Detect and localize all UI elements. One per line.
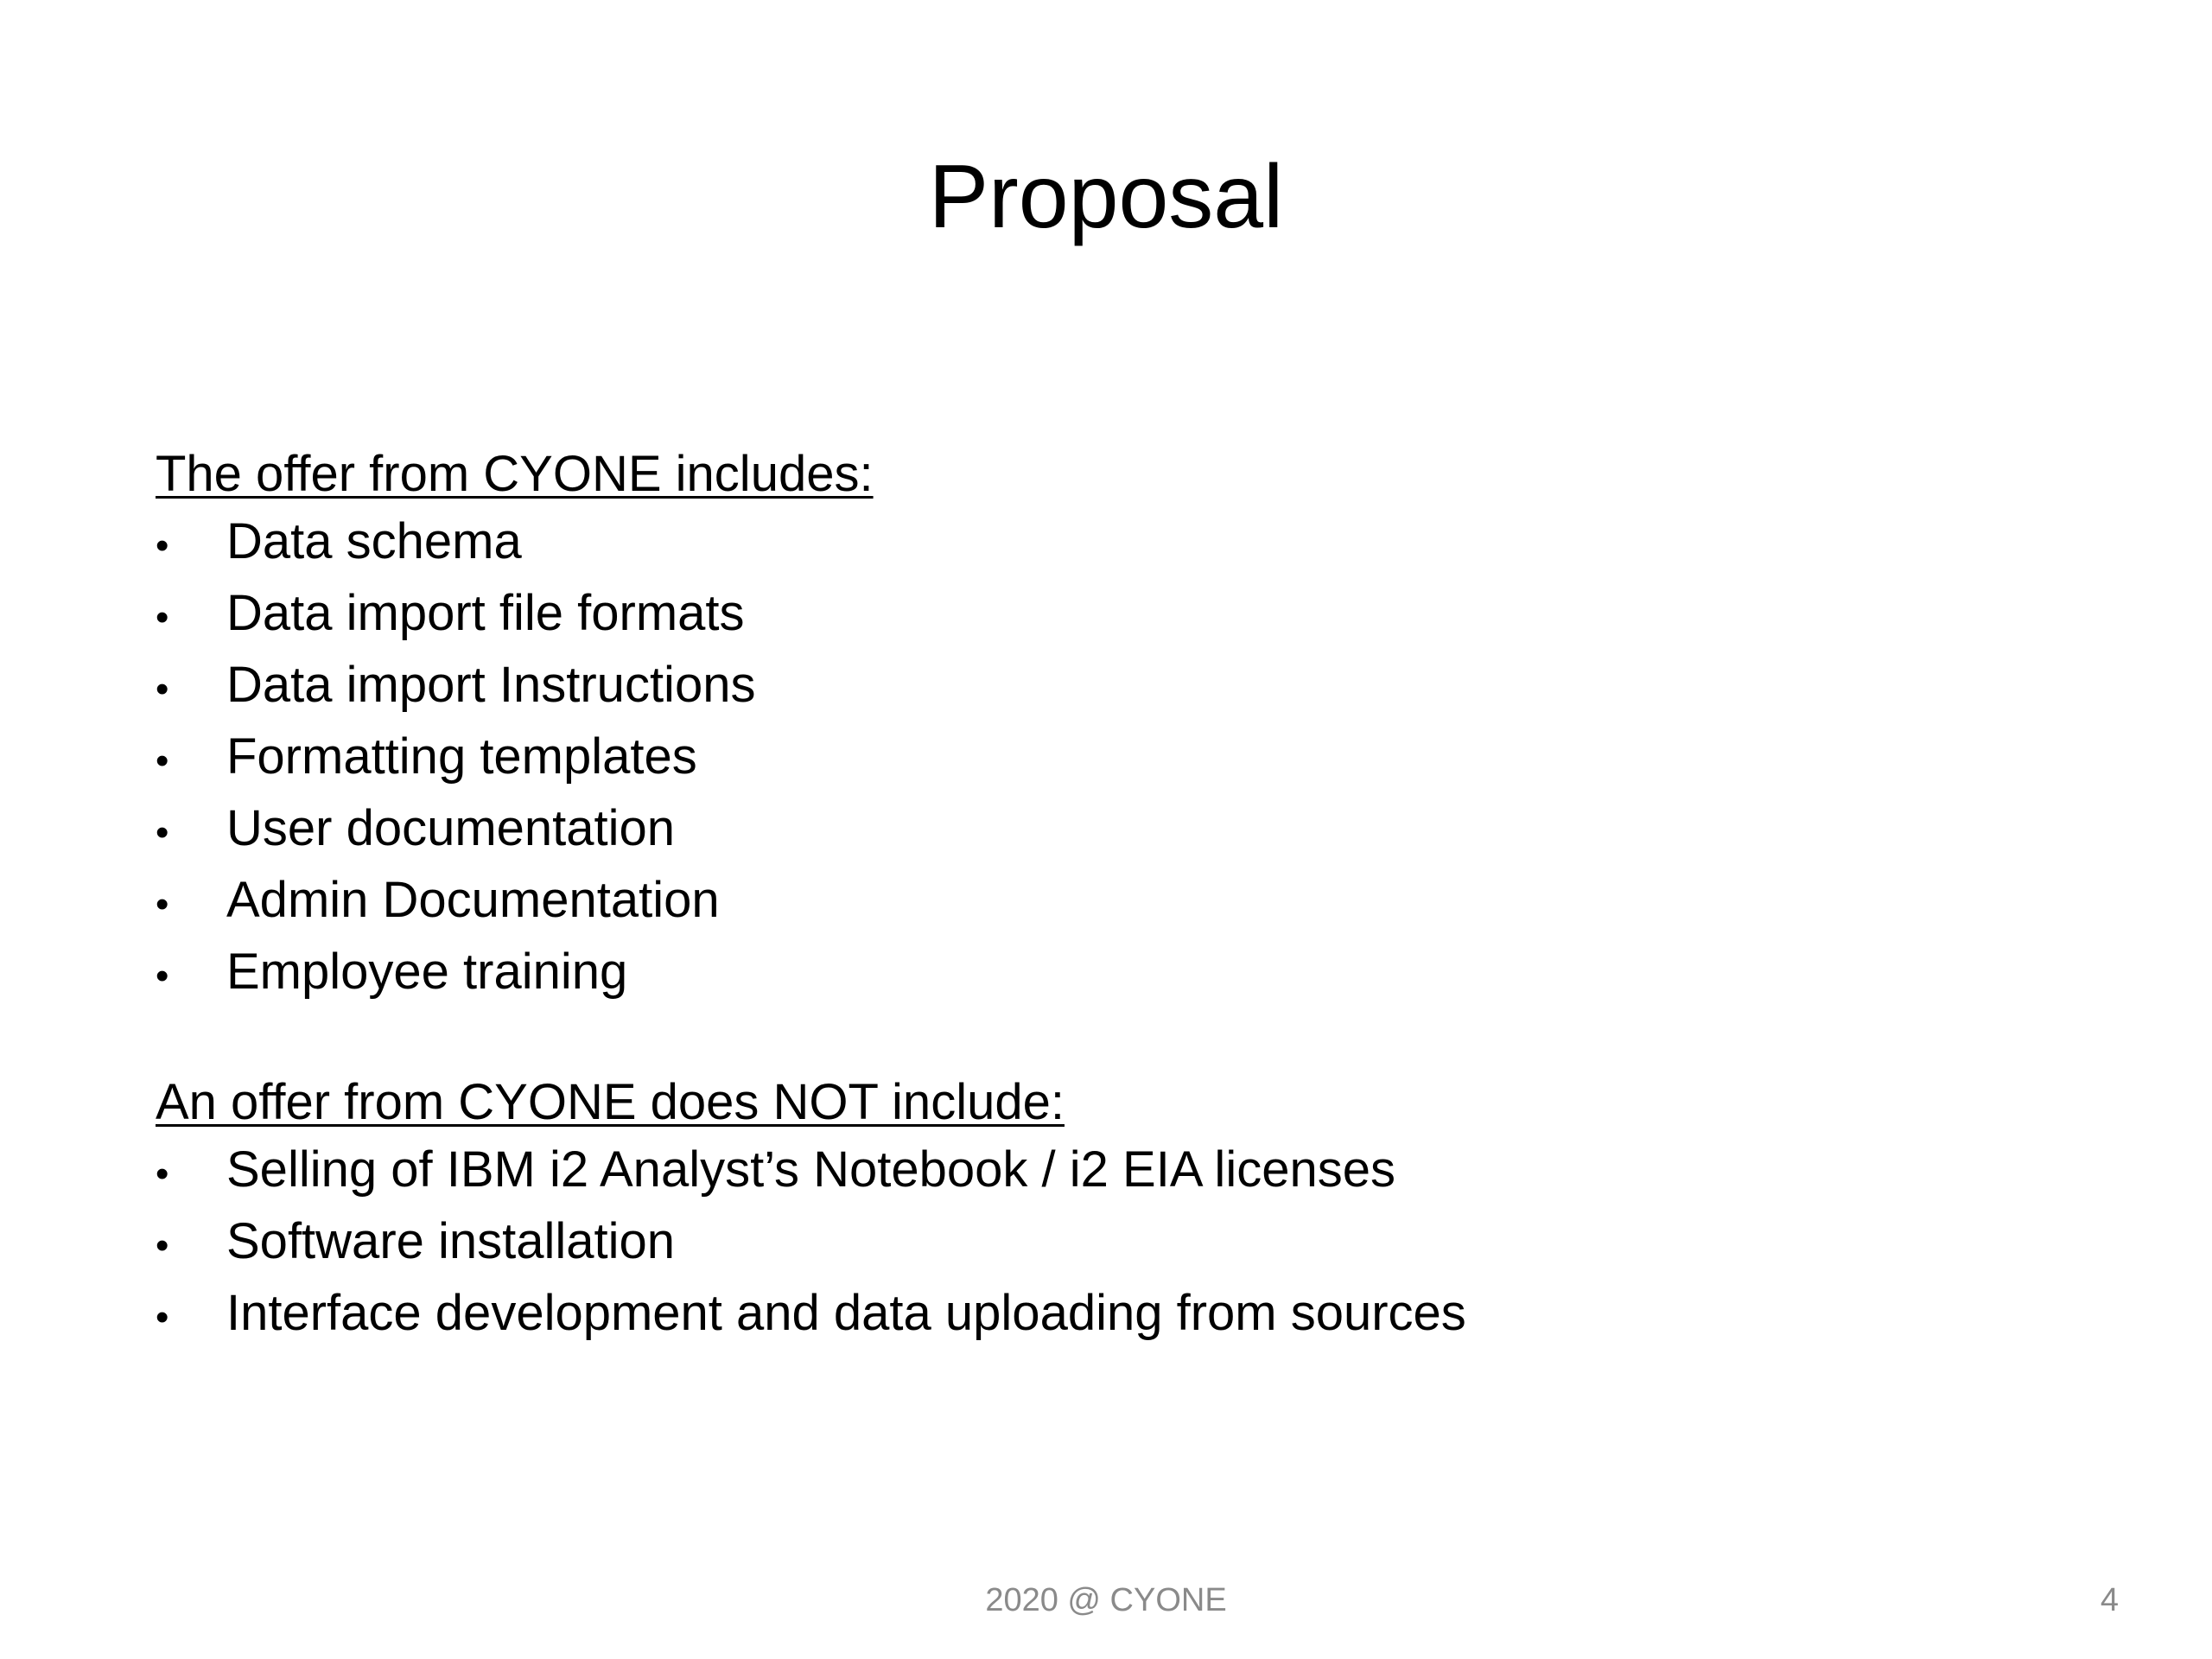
list-item-text: Formatting templates [226, 728, 697, 785]
list-item-text: User documentation [226, 800, 676, 856]
includes-heading: The offer from CYONE includes: [156, 446, 874, 502]
bullet-icon: • [156, 811, 169, 854]
list-item [156, 938, 2056, 1010]
bullet-icon: • [156, 883, 169, 925]
bullet-icon: • [156, 1224, 169, 1267]
slide-title: Proposal [928, 147, 1284, 247]
section-spacer [156, 1010, 2056, 1069]
bullet-icon: • [156, 740, 169, 782]
list-item [156, 580, 2056, 652]
page-number: 4 [2100, 1582, 2119, 1618]
list-item [156, 795, 2056, 867]
includes-list [156, 508, 2056, 1010]
bullet-icon: • [156, 668, 169, 710]
list-item-text: Interface development and data uploading from sources [226, 1285, 1466, 1341]
excludes-list [156, 1136, 2056, 1351]
list-item-text: Data import Instructions [226, 657, 756, 713]
list-item [156, 1280, 2056, 1351]
list-item [156, 723, 2056, 795]
list-item [156, 867, 2056, 938]
bullet-icon: • [156, 1296, 169, 1338]
bullet-icon: • [156, 596, 169, 639]
bullet-icon: • [156, 955, 169, 997]
list-item [156, 1136, 2056, 1208]
bullet-icon: • [156, 524, 169, 567]
footer-copyright: 2020 @ CYONE [985, 1582, 1227, 1618]
list-item [156, 1208, 2056, 1280]
list-item-text: Data schema [226, 513, 522, 569]
list-item-text: Admin Documentation [226, 872, 720, 928]
excludes-heading: An offer from CYONE does NOT include: [156, 1074, 1065, 1130]
list-item-text: Selling of IBM i2 Analyst’s Notebook / i2 EIA licenses [226, 1141, 1395, 1198]
list-item-text: Software installation [226, 1213, 676, 1269]
bullet-icon: • [156, 1153, 169, 1195]
list-item-text: Data import file formats [226, 585, 745, 641]
slide-content [156, 441, 2056, 1351]
list-item-text: Employee training [226, 944, 628, 1000]
list-item [156, 652, 2056, 723]
list-item [156, 508, 2056, 580]
